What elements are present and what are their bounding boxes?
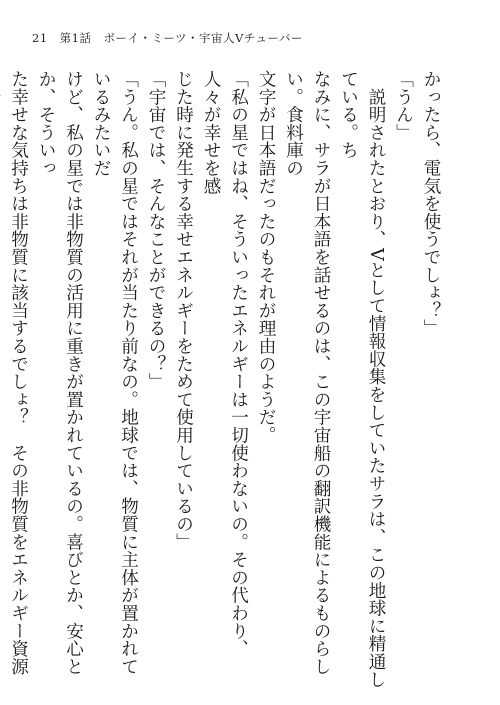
text-column: 文字が日本語だったのもそれが理由のようだ。 bbox=[256, 70, 276, 444]
running-head bbox=[32, 30, 303, 46]
text-column: 「宇宙では、そんなことができるの？」 bbox=[146, 70, 166, 391]
text-column: 「私の星ではね、そういったエネルギーは一切使わないの。その代わり、人々が幸せを感 bbox=[201, 70, 249, 658]
chapter-title: 第1話 ボーイ・ミーツ・宇宙人Vチューバー bbox=[59, 31, 303, 45]
text-column: じた時に発生する幸せエネルギーをためて使用しているの」 bbox=[173, 70, 194, 551]
text-column: けど、私の星では非物質の活用に重きが置かれているの。喜びとか、安心とか、そういっ bbox=[36, 70, 84, 676]
body-text bbox=[8, 70, 444, 690]
page-number: 21 bbox=[32, 31, 48, 45]
text-column: た幸せな気持ちは非物質に該当するでしょ？ その非物質をエネルギー資源 bbox=[8, 70, 29, 676]
text-column: 説明されたとおり、Vとして情報収集をしていたサラは、この地球に精通している。ち bbox=[338, 70, 386, 689]
text-column: 「うん。私の星ではそれが当たり前なの。地球では、物質に主体が置かれているみたいだ bbox=[91, 70, 139, 676]
text-column: 「うん」 bbox=[393, 70, 414, 142]
text-column: なみに、サラが日本語を話せるのは、この宇宙船の翻訳機能によるものらしい。食料庫の bbox=[283, 70, 331, 676]
text-column: かったら、電気を使うでしょ？」 bbox=[421, 70, 441, 337]
